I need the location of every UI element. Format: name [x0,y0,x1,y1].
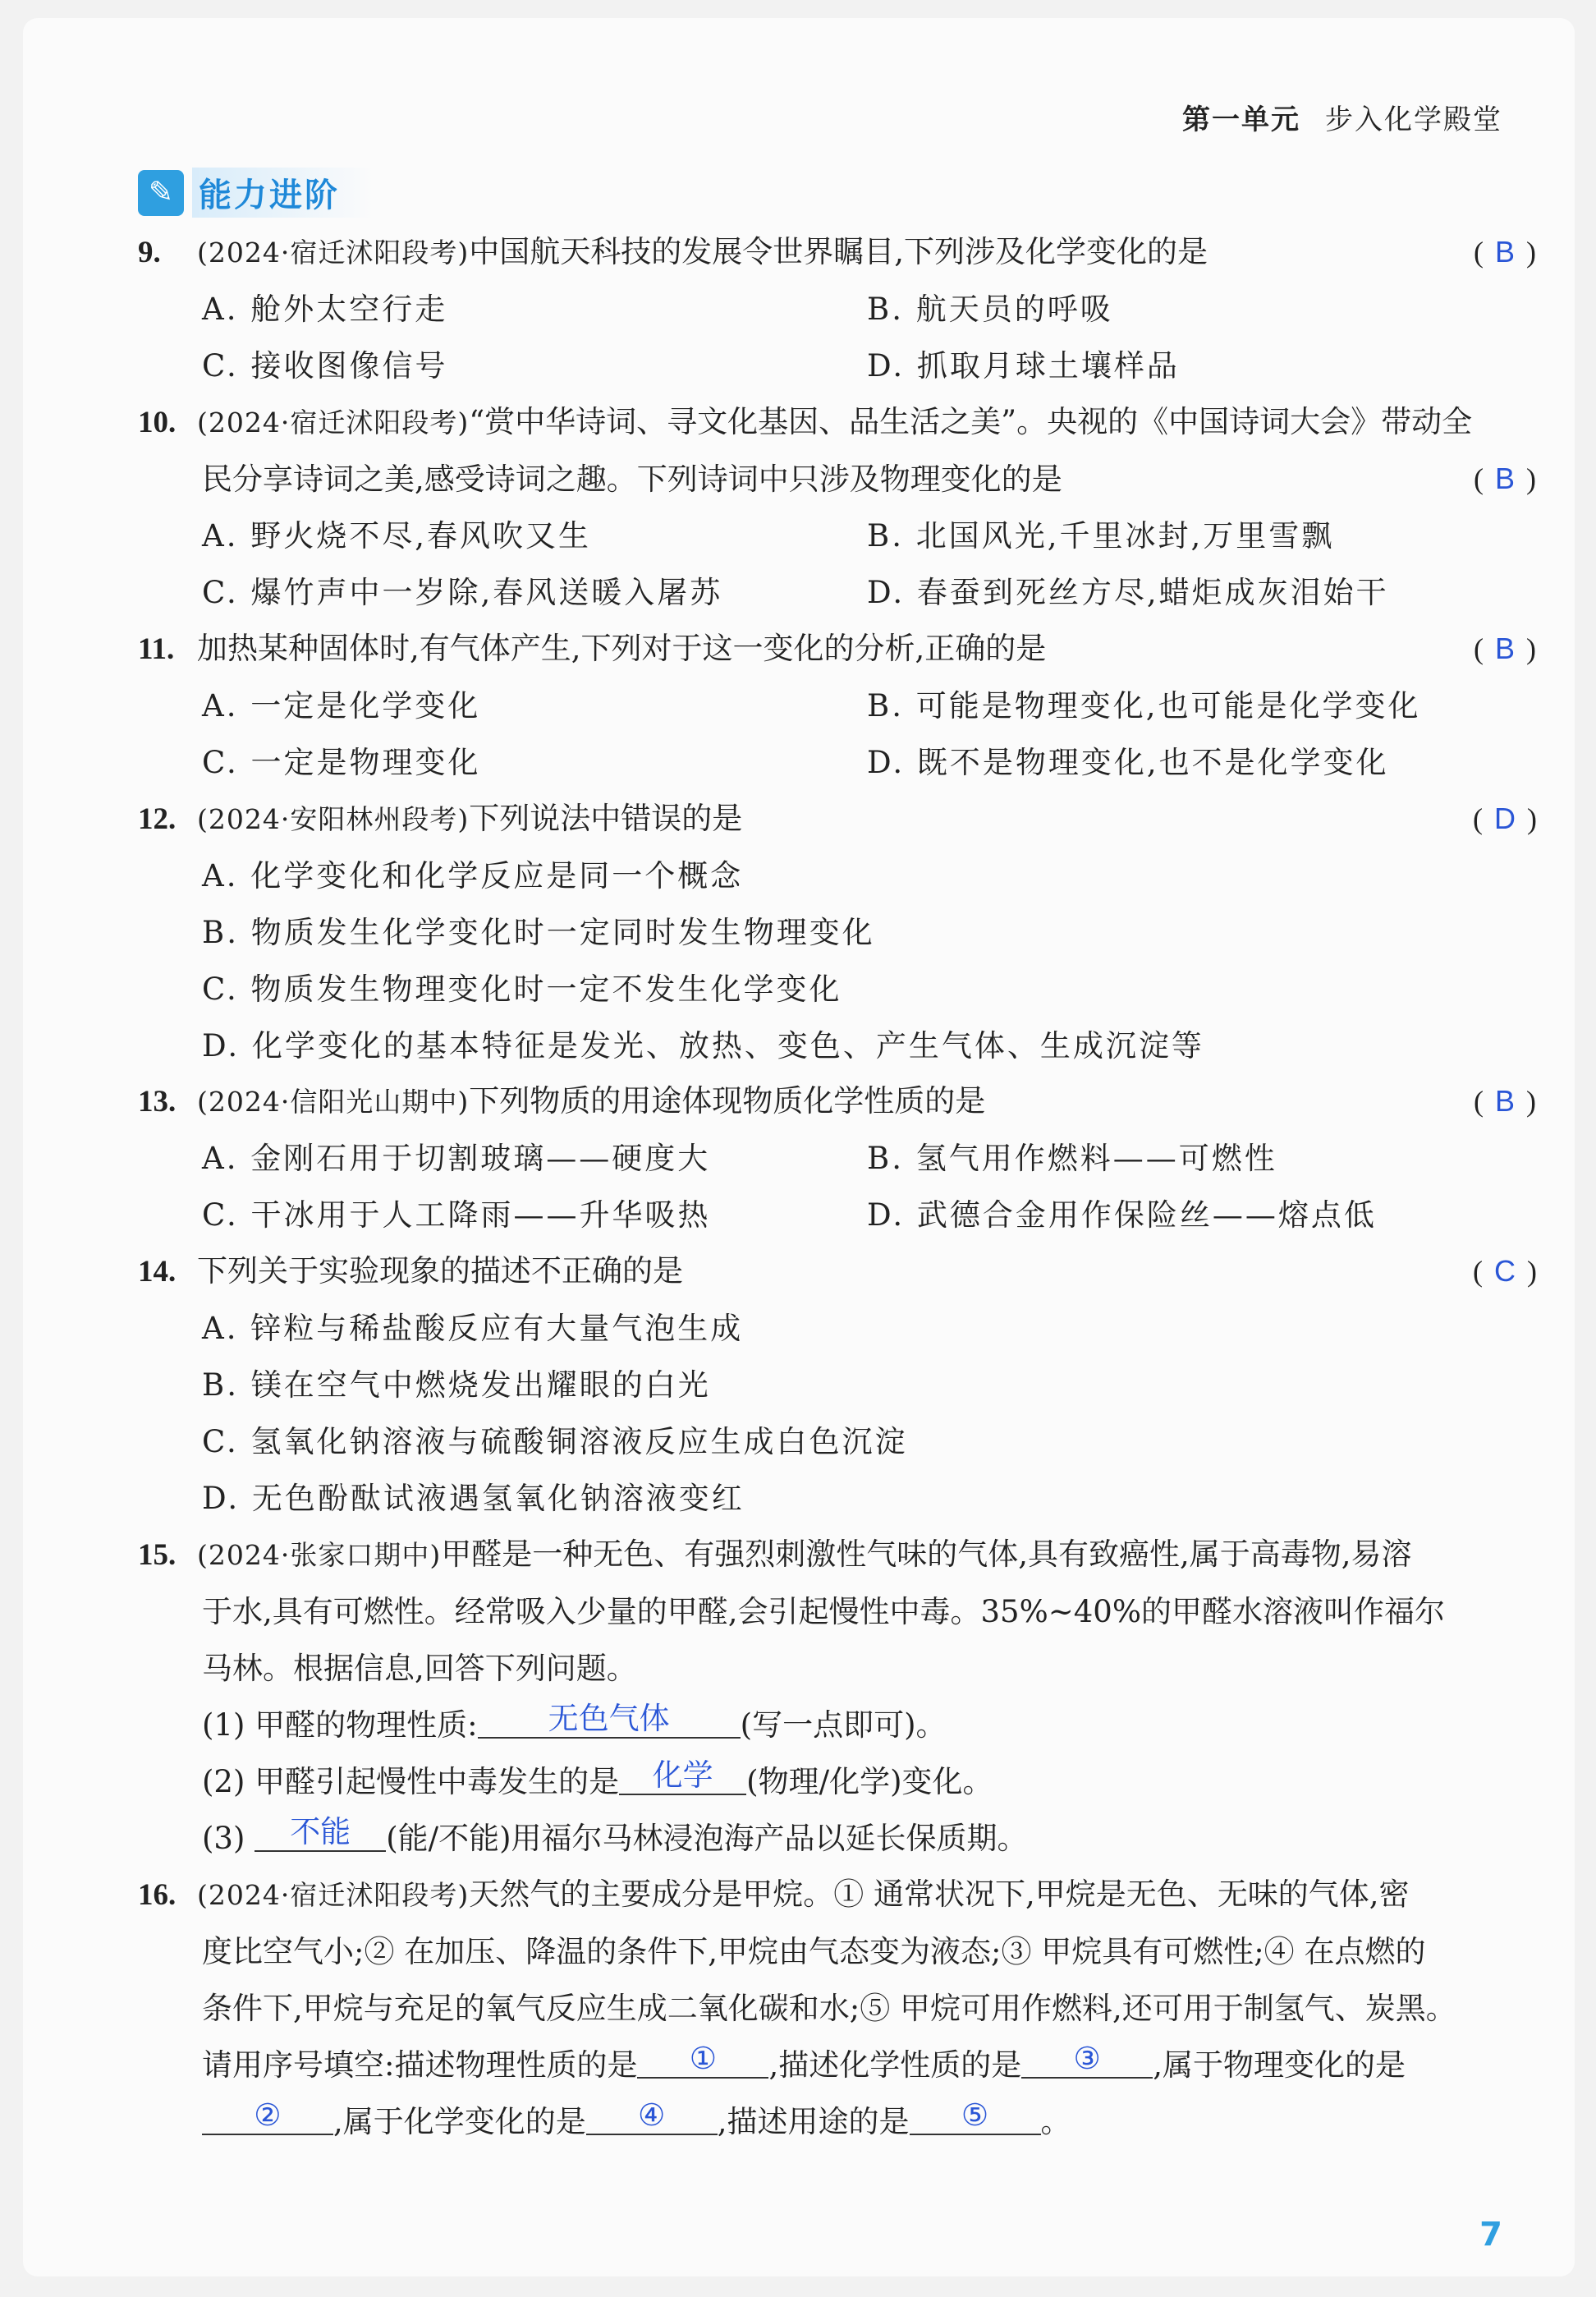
option-c: C. 一定是物理变化 [202,745,481,780]
question-stem: 甲醛是一种无色、有强烈刺激性气味的气体,具有致癌性,属于高毒物,易溶 [441,1537,1412,1572]
question-14 [138,1243,1550,1527]
question-number: 9. [138,236,161,269]
option-c: C. 接收图像信号 [202,348,448,384]
question-stem-cont: 民分享诗词之美,感受诗词之趣。下列诗词中只涉及物理变化的是 [202,462,1062,497]
question-stem: 加热某种固体时,有气体产生,下列对于这一变化的分析,正确的是 [197,631,1047,666]
question-number: 15. [138,1538,177,1572]
subquestion-2 [138,1753,1550,1810]
answer-letter: B [1494,632,1515,665]
running-header [1182,97,1502,137]
answer-letter: B [1494,235,1515,269]
fill-line-2 [138,2093,1550,2150]
option-c: C. 氢氧化钠溶液与硫酸铜溶液反应生成白色沉淀 [202,1424,908,1459]
subquestion-text: (写一点即可)。 [740,1707,947,1743]
option-d: D. 武德合金用作保险丝——熔点低 [867,1197,1377,1233]
answer-bracket: ( D ) [1473,802,1537,835]
option-c: C. 干冰用于人工降雨——升华吸热 [202,1197,711,1233]
option-d: D. 化学变化的基本特征是发光、放热、变色、产生气体、生成沉淀等 [202,1028,1204,1064]
page-number: 7 [1479,2216,1502,2253]
question-number: 10. [138,406,177,439]
question-15 [138,1526,1550,1867]
question-stem-cont: 马林。根据信息,回答下列问题。 [202,1651,637,1686]
option-a: A. 一定是化学变化 [202,688,481,724]
fill-line-1 [138,2037,1550,2093]
option-a: A. 金刚石用于切割玻璃——硬度大 [202,1141,711,1176]
answer-blank[interactable]: ③ [1021,2041,1153,2079]
answer-blank[interactable]: 无色气体 [478,1701,741,1739]
question-number: 13. [138,1085,177,1119]
question-source: (2024·信阳光山期中) [197,1086,470,1118]
option-d: D. 既不是物理变化,也不是化学变化 [867,745,1389,780]
option-b: B. 航天员的呼吸 [867,292,1113,327]
answer-bracket: ( C ) [1473,1254,1537,1288]
question-source: (2024·宿迁沭阳段考) [197,407,470,439]
option-b: B. 北国风光,千里冰封,万里雪飘 [867,518,1335,554]
subquestion-3 [138,1810,1550,1867]
question-16 [138,1866,1550,2150]
page [23,18,1575,2276]
fill-text: ,描述化学性质的是 [768,2047,1022,2083]
fill-text: ,属于化学变化的是 [333,2104,586,2139]
answer-letter: D [1494,802,1516,835]
question-source: (2024·安阳林州段考) [197,803,470,835]
subquestion-text: (1) 甲醛的物理性质: [202,1707,478,1743]
fill-text: ,属于物理变化的是 [1153,2047,1406,2083]
question-number: 14. [138,1255,177,1289]
question-source: (2024·宿迁沭阳段考) [197,1879,470,1911]
question-stem-cont: 度比空气小;② 在加压、降温的条件下,甲烷由气态变为液态;③ 甲烷具有可燃性;④ 在点燃的 [202,1934,1426,1969]
question-10 [138,393,1550,621]
question-stem-cont: 条件下,甲烷与充足的氧气反应生成二氧化碳和水;⑤ 甲烷可用作燃料,还可用于制氢气、炭黑。 [202,1991,1456,2026]
question-number: 12. [138,802,177,836]
answer-letter: B [1494,462,1515,495]
answer-blank[interactable]: ② [202,2097,333,2135]
option-a: A. 野火烧不尽,春风吹又生 [202,518,592,554]
question-source: (2024·宿迁沭阳段考) [197,237,470,269]
answer-blank[interactable]: ④ [586,2097,718,2135]
question-12 [138,790,1550,1074]
subquestion-text: (3) [202,1821,245,1856]
chapter-title: 步入化学殿堂 [1325,103,1502,136]
pencil-icon: ✎ [138,170,184,216]
question-source: (2024·张家口期中) [197,1539,442,1571]
option-b: B. 可能是物理变化,也可能是化学变化 [867,688,1421,724]
option-c: C. 物质发生物理变化时一定不发生化学变化 [202,972,842,1007]
question-13 [138,1073,1550,1243]
answer-bracket: ( B ) [1473,462,1536,495]
fill-text: ,描述用途的是 [717,2104,910,2139]
option-b: B. 氢气用作燃料——可燃性 [867,1141,1277,1176]
answer-blank[interactable]: 不能 [255,1814,386,1852]
option-c: C. 爆竹声中一岁除,春风送暖入屠苏 [202,575,723,610]
option-a: A. 锌粒与稀盐酸反应有大量气泡生成 [202,1311,744,1346]
option-b: B. 物质发生化学变化时一定同时发生物理变化 [202,915,875,950]
question-stem: 下列关于实验现象的描述不正确的是 [197,1253,683,1289]
answer-blank[interactable]: 化学 [619,1757,746,1795]
subquestion-text: (2) 甲醛引起慢性中毒发生的是 [202,1764,620,1799]
option-d: D. 春蚕到死丝方尽,蜡炬成灰泪始干 [867,575,1389,610]
question-9 [138,223,1550,394]
subquestion-1 [138,1697,1550,1753]
option-b: B. 镁在空气中燃烧发出耀眼的白光 [202,1367,711,1403]
option-a: A. 化学变化和化学反应是同一个概念 [202,858,744,894]
answer-bracket: ( B ) [1473,632,1536,665]
section-title: 能力进阶 [192,168,373,218]
option-d: D. 无色酚酞试液遇氢氧化钠溶液变红 [202,1481,745,1516]
unit-label: 第一单元 [1182,103,1300,136]
fill-text: 。 [1040,2104,1071,2139]
answer-blank[interactable]: ⑤ [910,2097,1041,2135]
subquestion-text: (物理/化学)变化。 [746,1764,993,1799]
question-number: 11. [138,632,175,666]
option-d: D. 抓取月球土壤样品 [867,348,1180,384]
fill-text: 请用序号填空:描述物理性质的是 [202,2047,638,2083]
question-stem: 下列物质的用途体现物质化学性质的是 [469,1083,986,1119]
subquestion-text: (能/不能)用福尔马林浸泡海产品以延长保质期。 [386,1821,1028,1856]
question-11 [138,620,1550,791]
answer-bracket: ( B ) [1473,235,1536,269]
answer-letter: B [1494,1084,1515,1118]
answer-blank[interactable]: ① [637,2041,768,2079]
question-stem: “赏中华诗词、寻文化基因、品生活之美”。央视的《中国诗词大会》带动全 [469,404,1473,439]
option-a: A. 舱外太空行走 [202,292,448,327]
question-stem: 天然气的主要成分是甲烷。① 通常状况下,甲烷是无色、无味的气体,密 [469,1877,1410,1912]
answer-bracket: ( B ) [1473,1084,1536,1118]
answer-letter: C [1494,1254,1516,1288]
section-heading [138,168,373,218]
question-stem: 中国航天科技的发展令世界瞩目,下列涉及化学变化的是 [469,234,1208,269]
question-stem-cont: 于水,具有可燃性。经常吸入少量的甲醛,会引起慢性中毒。35%~40%的甲醛水溶液叫作福尔 [202,1594,1445,1629]
question-number: 16. [138,1878,177,1912]
question-stem: 下列说法中错误的是 [469,801,743,836]
